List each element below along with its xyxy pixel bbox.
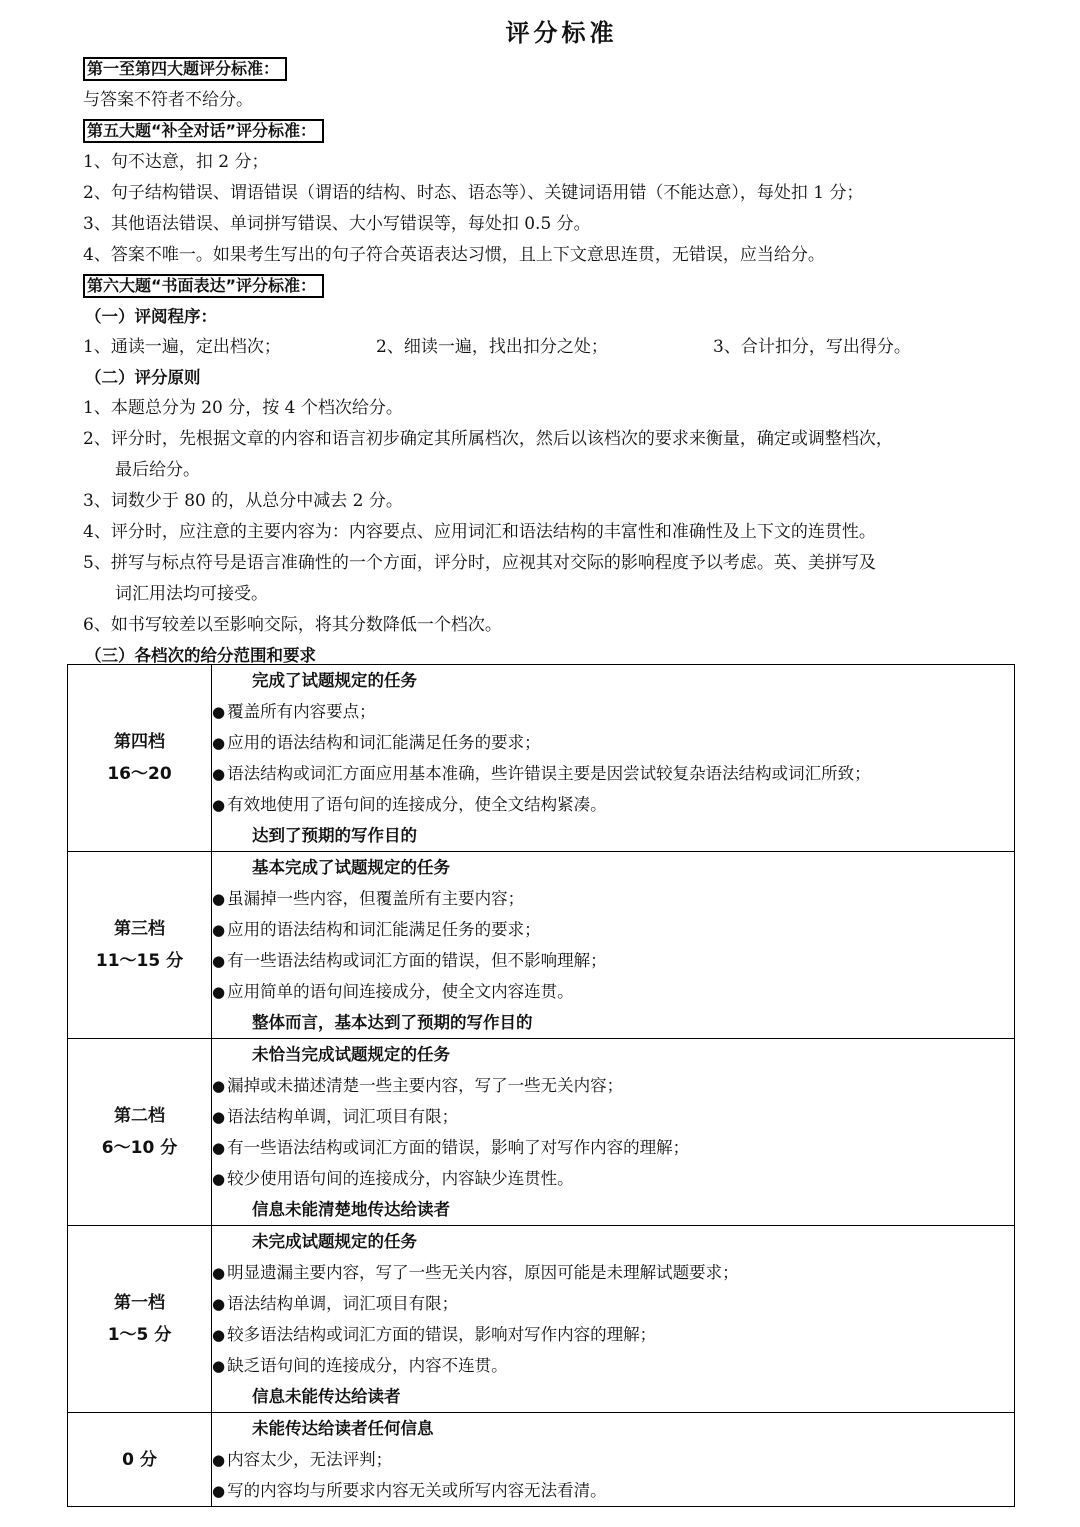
table-row [68, 1039, 1015, 1226]
requirement-bullet: ● 虽漏掉一些内容，但覆盖所有主要内容； [212, 889, 525, 908]
section-1-4-text: 与答案不符者不给分。 [83, 90, 253, 110]
requirement-bullet: ● 应用简单的语句间连接成分，使全文内容连贯。 [212, 982, 574, 1001]
procedure-title: （一）评阅程序： [85, 307, 217, 326]
procedure-steps [83, 332, 1040, 363]
requirement-heading: 未完成试题规定的任务 [252, 1232, 417, 1251]
requirement-heading: 完成了试题规定的任务 [252, 671, 417, 690]
level-range: 1～5 分 [107, 1325, 172, 1345]
requirement-summary: 整体而言，基本达到了预期的写作目的 [252, 1013, 533, 1032]
requirement-cell [212, 1039, 1015, 1226]
requirement-bullet: ● 较少使用语句间的连接成分，内容缺少连贯性。 [212, 1169, 574, 1188]
level-cell [68, 1413, 212, 1507]
requirement-summary: 信息未能清楚地传达给读者 [252, 1200, 450, 1219]
section-5-item: 2、句子结构错误、谓语错误（谓语的结构、时态、语态等）、关键词语用错（不能达意），每处扣 1 分； [83, 183, 864, 203]
level-name: 第四档 [114, 732, 165, 752]
level-cell [68, 665, 212, 852]
requirement-cell [212, 852, 1015, 1039]
levels-title: （三）各档次的给分范围和要求 [85, 646, 316, 665]
level-range: 11～15 分 [95, 951, 184, 971]
requirement-bullet: ● 内容太少，无法评判； [212, 1450, 393, 1469]
level-name: 第一档 [114, 1293, 165, 1313]
bullet-icon: ● [212, 703, 226, 721]
requirement-bullet: ● 缺乏语句间的连接成分，内容不连贯。 [212, 1356, 508, 1375]
requirement-cell [212, 1226, 1015, 1413]
bullet-icon: ● [212, 983, 226, 1001]
requirement-heading: 未恰当完成试题规定的任务 [252, 1045, 450, 1064]
bullet-icon: ● [212, 890, 226, 908]
bullet-icon: ● [212, 1451, 226, 1469]
requirement-cell [212, 1413, 1015, 1507]
bullet-icon: ● [212, 952, 226, 970]
principle-item: 4、评分时，应注意的主要内容为：内容要点、应用词汇和语法结构的丰富性和准确性及上下文的连贯性。 [83, 522, 876, 542]
procedure-step: 3、合计扣分，写出得分。 [713, 337, 911, 357]
principle-item-continued: 词汇用法均可接受。 [115, 584, 268, 604]
requirement-cell [212, 665, 1015, 852]
procedure-step: 2、细读一遍，找出扣分之处； [376, 337, 608, 357]
bullet-icon: ● [212, 1170, 226, 1188]
level-cell [68, 1226, 212, 1413]
requirement-bullet: ● 覆盖所有内容要点； [212, 702, 376, 721]
requirement-bullet: ● 语法结构或词汇方面应用基本准确，些许错误主要是因尝试较复杂语法结构或词汇所致； [212, 764, 871, 783]
level-cell [68, 852, 212, 1039]
bullet-icon: ● [212, 1295, 226, 1313]
principle-item-continued: 最后给分。 [115, 460, 200, 480]
levels-table [67, 664, 1015, 1507]
requirement-bullet: ● 写的内容均与所要求内容无关或所写内容无法看清。 [212, 1481, 607, 1500]
bullet-icon: ● [212, 1326, 226, 1344]
level-range: 16～20 [107, 764, 172, 784]
table-row [68, 665, 1015, 852]
section-5-item: 3、其他语法错误、单词拼写错误、大小写错误等，每处扣 0.5 分。 [83, 214, 591, 234]
section-5-heading: 第五大题“补全对话”评分标准： [83, 119, 324, 143]
bullet-icon: ● [212, 1077, 226, 1095]
level-range: 6～10 分 [101, 1138, 178, 1158]
requirement-bullet: ● 有一些语法结构或词汇方面的错误，影响了对写作内容的理解； [212, 1138, 690, 1157]
level-name: 第二档 [114, 1106, 165, 1126]
requirement-heading: 未能传达给读者任何信息 [252, 1419, 434, 1438]
principle-item: 5、拼写与标点符号是语言准确性的一个方面，评分时，应视其对交际的影响程度予以考虑。英、美拼写及 [83, 553, 876, 573]
requirement-bullet: ● 应用的语法结构和词汇能满足任务的要求； [212, 920, 541, 939]
requirement-bullet: ● 漏掉或未描述清楚一些主要内容，写了一些无关内容； [212, 1076, 624, 1095]
requirement-heading: 基本完成了试题规定的任务 [252, 858, 450, 877]
bullet-icon: ● [212, 1482, 226, 1500]
section-6-heading: 第六大题“书面表达”评分标准： [83, 274, 324, 298]
requirement-bullet: ● 有一些语法结构或词汇方面的错误，但不影响理解； [212, 951, 607, 970]
requirement-bullet: ● 语法结构单调，词汇项目有限； [212, 1294, 459, 1313]
bullet-icon: ● [212, 796, 226, 814]
level-name: 第三档 [114, 919, 165, 939]
requirement-summary: 达到了预期的写作目的 [252, 826, 417, 845]
table-row [68, 852, 1015, 1039]
section-1-4-heading: 第一至第四大题评分标准： [83, 57, 287, 81]
principle-item: 1、本题总分为 20 分，按 4 个档次给分。 [83, 398, 403, 418]
procedure-step: 1、通读一遍，定出档次； [83, 337, 281, 357]
bullet-icon: ● [212, 1264, 226, 1282]
requirement-bullet: ● 应用的语法结构和词汇能满足任务的要求； [212, 733, 541, 752]
requirement-bullet: ● 明显遗漏主要内容，写了一些无关内容，原因可能是未理解试题要求； [212, 1263, 739, 1282]
requirement-bullet: ● 较多语法结构或词汇方面的错误，影响对写作内容的理解； [212, 1325, 657, 1344]
bullet-icon: ● [212, 921, 226, 939]
page-title: 评分标准 [505, 19, 618, 47]
section-5-item: 4、答案不唯一。如果考生写出的句子符合英语表达习惯，且上下文意思连贯，无错误，应当给分。 [83, 245, 825, 265]
table-row [68, 1413, 1015, 1507]
principle-item: 6、如书写较差以至影响交际，将其分数降低一个档次。 [83, 615, 502, 635]
bullet-icon: ● [212, 1357, 226, 1375]
bullet-icon: ● [212, 765, 226, 783]
level-range: 0 分 [122, 1449, 157, 1470]
level-cell [68, 1039, 212, 1226]
principles-title: （二）评分原则 [85, 368, 201, 387]
requirement-summary: 信息未能传达给读者 [252, 1387, 401, 1406]
section-5-item: 1、句不达意，扣 2 分； [83, 152, 269, 172]
principle-item: 2、评分时，先根据文章的内容和语言初步确定其所属档次，然后以该档次的要求来衡量，确定或调整档次， [83, 429, 893, 449]
bullet-icon: ● [212, 734, 226, 752]
bullet-icon: ● [212, 1139, 226, 1157]
table-row [68, 1226, 1015, 1413]
requirement-bullet: ● 有效地使用了语句间的连接成分，使全文结构紧凑。 [212, 795, 607, 814]
bullet-icon: ● [212, 1108, 226, 1126]
principle-item: 3、词数少于 80 的，从总分中减去 2 分。 [83, 491, 403, 511]
requirement-bullet: ● 语法结构单调，词汇项目有限； [212, 1107, 459, 1126]
